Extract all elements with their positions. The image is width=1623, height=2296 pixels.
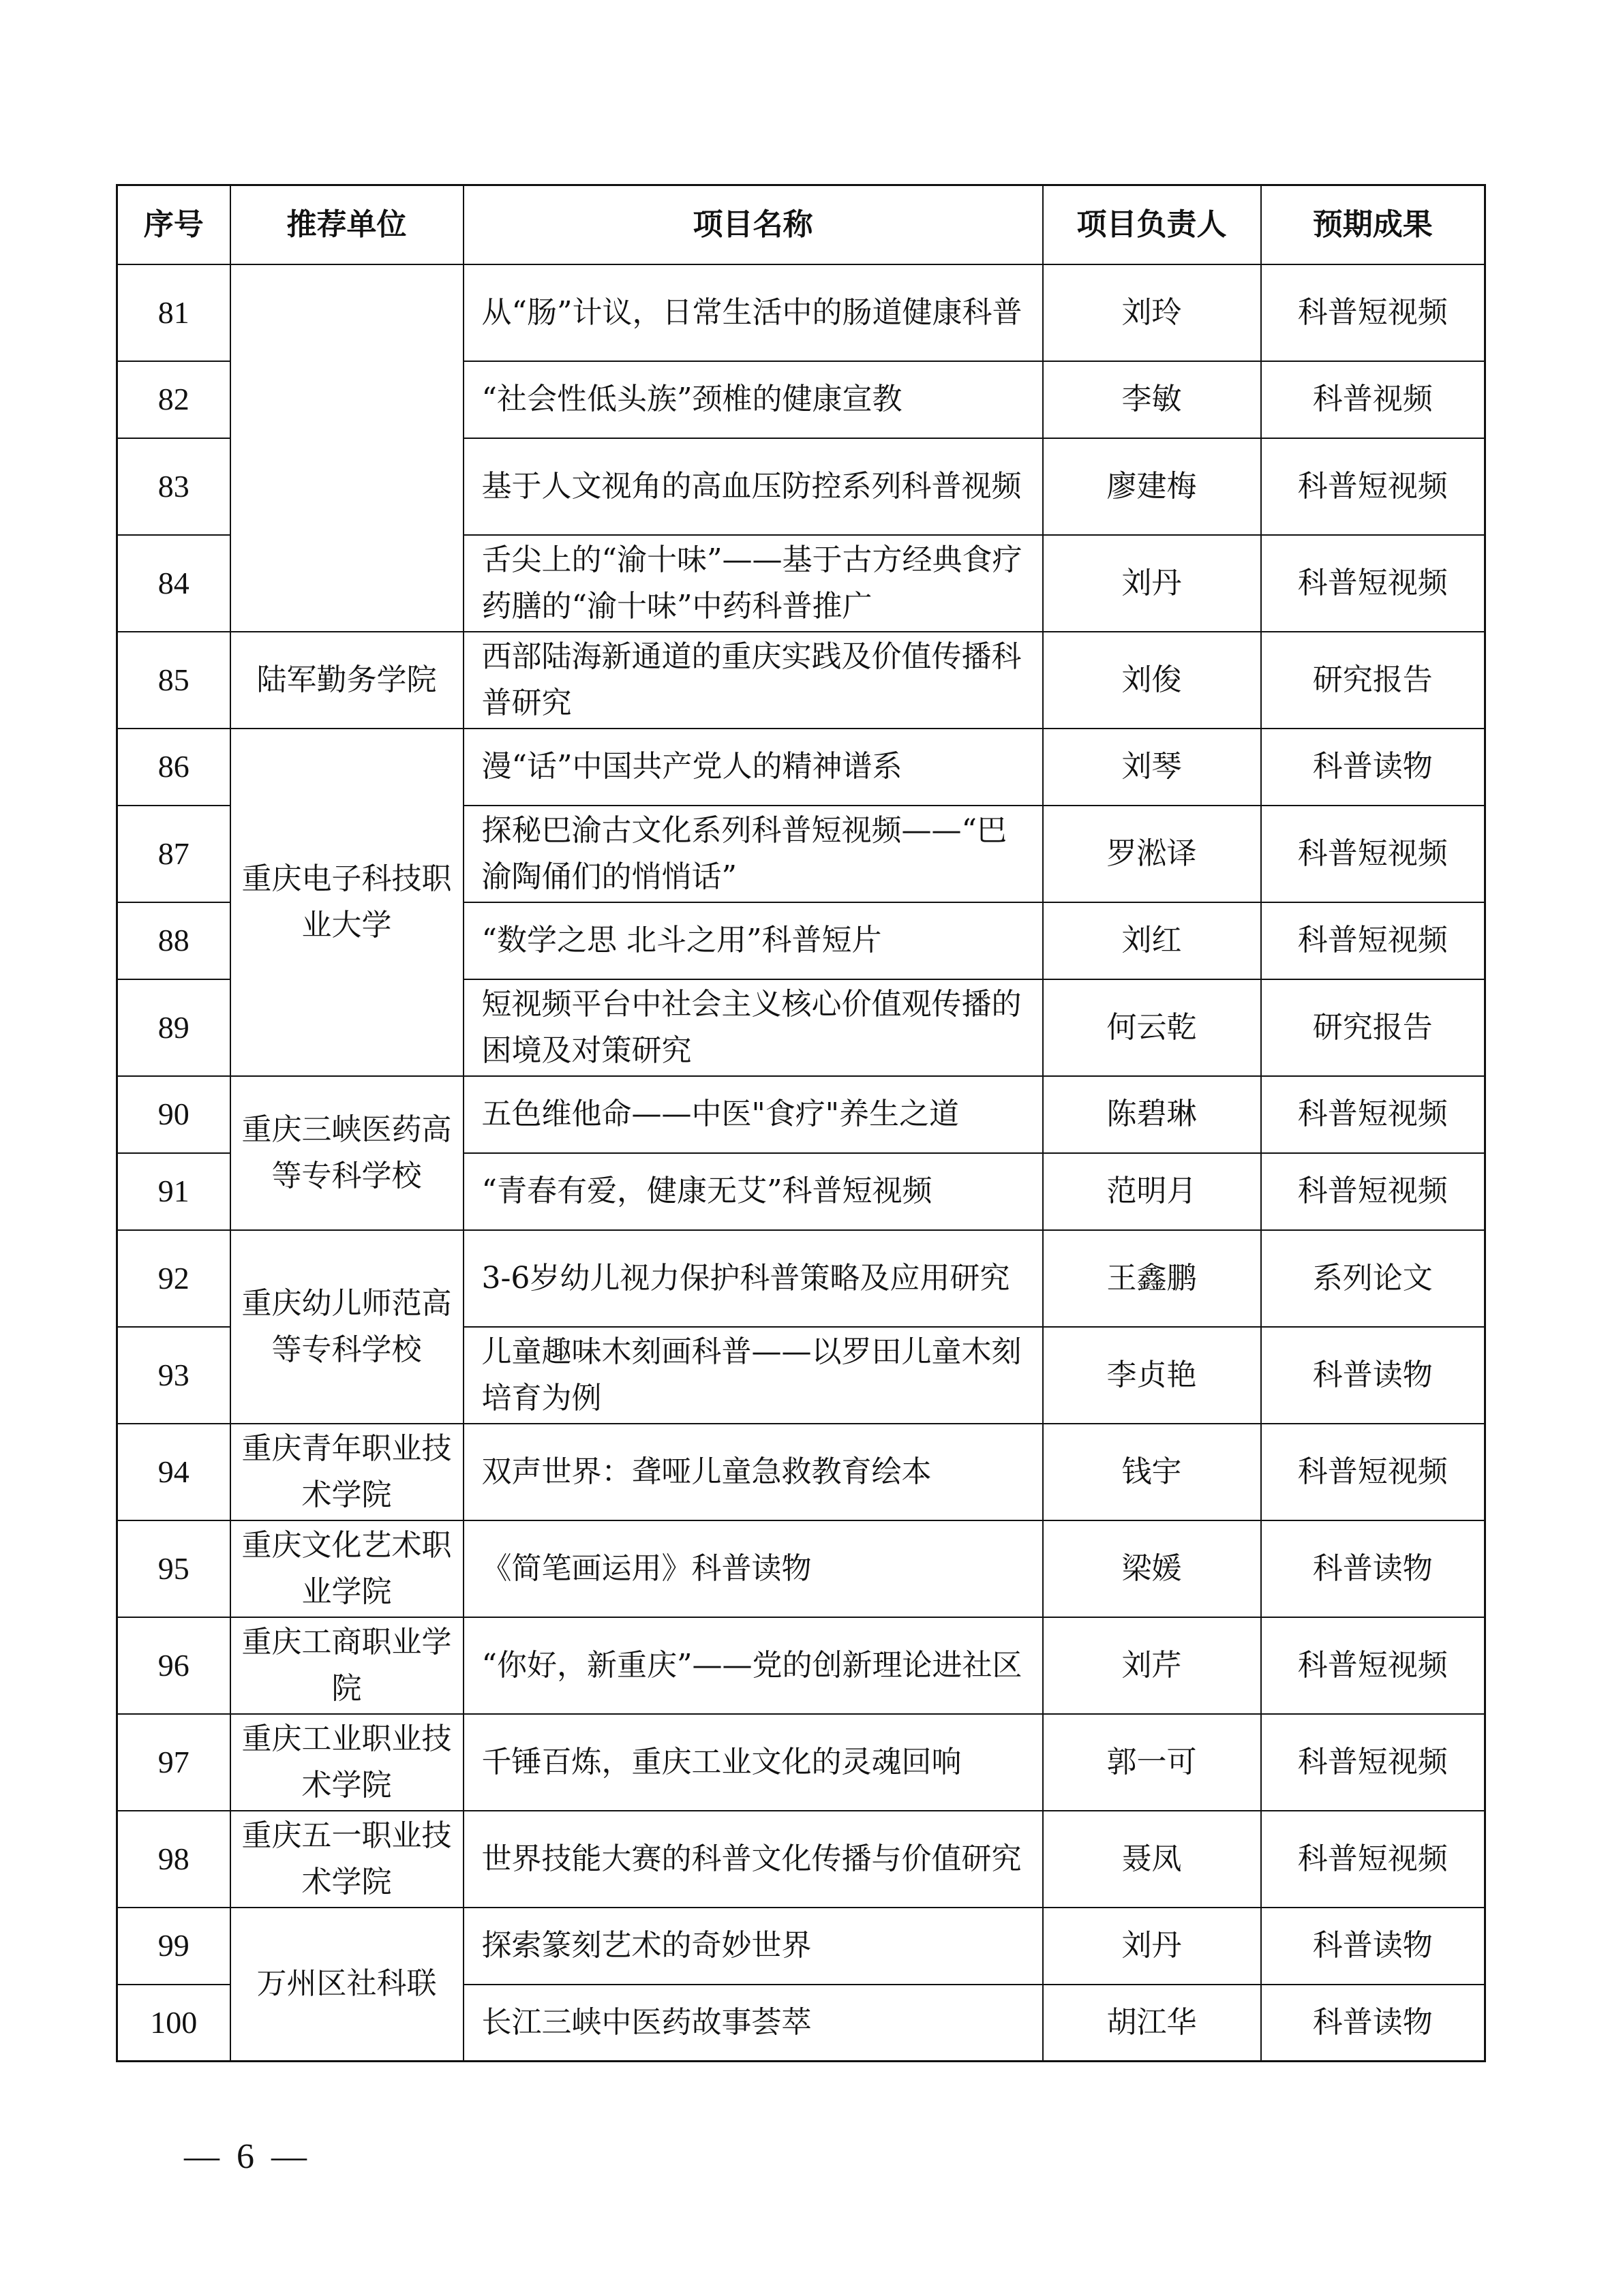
project-lead: 梁媛 <box>1043 1520 1261 1617</box>
project-lead: 李敏 <box>1043 361 1261 438</box>
project-name: 五色维他命——中医"食疗"养生之道 <box>464 1076 1043 1153</box>
table-row <box>117 1424 1485 1520</box>
table-row <box>117 1076 1485 1153</box>
project-lead: 钱宇 <box>1043 1424 1261 1520</box>
project-name: 长江三峡中医药故事荟萃 <box>464 1985 1043 2062</box>
expected-output: 科普短视频 <box>1261 1811 1485 1908</box>
row-num: 95 <box>117 1520 230 1617</box>
row-num: 82 <box>117 361 230 438</box>
project-lead: 刘芹 <box>1043 1617 1261 1714</box>
table-row <box>117 1617 1485 1714</box>
project-name: 双声世界：聋哑儿童急救教育绘本 <box>464 1424 1043 1520</box>
project-name: 千锤百炼，重庆工业文化的灵魂回响 <box>464 1714 1043 1811</box>
expected-output: 科普短视频 <box>1261 535 1485 632</box>
row-num: 98 <box>117 1811 230 1908</box>
project-name: 基于人文视角的高血压防控系列科普视频 <box>464 438 1043 535</box>
expected-output: 科普短视频 <box>1261 1153 1485 1230</box>
unit-cell: 万州区社科联 <box>230 1908 464 2062</box>
unit-cell: 重庆电子科技职业大学 <box>230 729 464 1076</box>
row-num: 99 <box>117 1908 230 1985</box>
project-name: 舌尖上的“渝十味”——基于古方经典食疗药膳的“渝十味”中药科普推广 <box>464 535 1043 632</box>
unit-cell: 陆军勤务学院 <box>230 632 464 729</box>
table-row <box>117 264 1485 361</box>
table-row <box>117 1520 1485 1617</box>
row-num: 92 <box>117 1230 230 1327</box>
row-num: 93 <box>117 1327 230 1424</box>
expected-output: 科普短视频 <box>1261 1617 1485 1714</box>
project-name: 世界技能大赛的科普文化传播与价值研究 <box>464 1811 1043 1908</box>
project-lead: 胡江华 <box>1043 1985 1261 2062</box>
header-name: 项目名称 <box>464 185 1043 264</box>
unit-cell: 重庆文化艺术职业学院 <box>230 1520 464 1617</box>
project-lead: 郭一可 <box>1043 1714 1261 1811</box>
project-name: 西部陆海新通道的重庆实践及价值传播科普研究 <box>464 632 1043 729</box>
unit-cell <box>230 264 464 632</box>
row-num: 100 <box>117 1985 230 2062</box>
project-lead: 刘丹 <box>1043 535 1261 632</box>
project-lead: 范明月 <box>1043 1153 1261 1230</box>
row-num: 83 <box>117 438 230 535</box>
expected-output: 科普读物 <box>1261 1985 1485 2062</box>
unit-cell: 重庆青年职业技术学院 <box>230 1424 464 1520</box>
expected-output: 科普视频 <box>1261 361 1485 438</box>
page-number: — 6 — <box>184 2137 311 2176</box>
row-num: 81 <box>117 264 230 361</box>
project-lead: 刘红 <box>1043 902 1261 979</box>
expected-output: 科普短视频 <box>1261 806 1485 902</box>
expected-output: 科普短视频 <box>1261 438 1485 535</box>
table-header-row <box>117 185 1485 264</box>
project-name: 儿童趣味木刻画科普——以罗田儿童木刻培育为例 <box>464 1327 1043 1424</box>
expected-output: 科普短视频 <box>1261 1424 1485 1520</box>
row-num: 84 <box>117 535 230 632</box>
project-name: 探秘巴渝古文化系列科普短视频——“巴渝陶俑们的悄悄话” <box>464 806 1043 902</box>
table-row <box>117 1811 1485 1908</box>
row-num: 94 <box>117 1424 230 1520</box>
project-name: 从“肠”计议，日常生活中的肠道健康科普 <box>464 264 1043 361</box>
expected-output: 科普短视频 <box>1261 1714 1485 1811</box>
unit-cell: 重庆五一职业技术学院 <box>230 1811 464 1908</box>
project-table <box>116 184 1486 2062</box>
project-lead: 廖建梅 <box>1043 438 1261 535</box>
table-row <box>117 1908 1485 1985</box>
project-lead: 刘俊 <box>1043 632 1261 729</box>
row-num: 89 <box>117 979 230 1076</box>
project-lead: 刘丹 <box>1043 1908 1261 1985</box>
table-row <box>117 1230 1485 1327</box>
table-row <box>117 632 1485 729</box>
project-name: “社会性低头族”颈椎的健康宣教 <box>464 361 1043 438</box>
expected-output: 研究报告 <box>1261 979 1485 1076</box>
expected-output: 科普短视频 <box>1261 264 1485 361</box>
row-num: 97 <box>117 1714 230 1811</box>
unit-cell: 重庆三峡医药高等专科学校 <box>230 1076 464 1230</box>
project-lead: 何云乾 <box>1043 979 1261 1076</box>
row-num: 90 <box>117 1076 230 1153</box>
header-output: 预期成果 <box>1261 185 1485 264</box>
project-lead: 陈碧琳 <box>1043 1076 1261 1153</box>
project-name: “青春有爱，健康无艾”科普短视频 <box>464 1153 1043 1230</box>
expected-output: 科普读物 <box>1261 1520 1485 1617</box>
project-name: “数学之思 北斗之用”科普短片 <box>464 902 1043 979</box>
unit-cell: 重庆工业职业技术学院 <box>230 1714 464 1811</box>
row-num: 86 <box>117 729 230 806</box>
project-name: 漫“话”中国共产党人的精神谱系 <box>464 729 1043 806</box>
project-lead: 刘琴 <box>1043 729 1261 806</box>
table-row <box>117 1714 1485 1811</box>
expected-output: 科普读物 <box>1261 1908 1485 1985</box>
header-lead: 项目负责人 <box>1043 185 1261 264</box>
project-lead: 李贞艳 <box>1043 1327 1261 1424</box>
project-lead: 刘玲 <box>1043 264 1261 361</box>
project-name: 3-6岁幼儿视力保护科普策略及应用研究 <box>464 1230 1043 1327</box>
project-name: 《简笔画运用》科普读物 <box>464 1520 1043 1617</box>
expected-output: 研究报告 <box>1261 632 1485 729</box>
row-num: 96 <box>117 1617 230 1714</box>
table-row <box>117 729 1485 806</box>
expected-output: 科普短视频 <box>1261 902 1485 979</box>
project-name: 短视频平台中社会主义核心价值观传播的困境及对策研究 <box>464 979 1043 1076</box>
expected-output: 科普短视频 <box>1261 1076 1485 1153</box>
expected-output: 科普读物 <box>1261 1327 1485 1424</box>
row-num: 91 <box>117 1153 230 1230</box>
expected-output: 科普读物 <box>1261 729 1485 806</box>
unit-cell: 重庆工商职业学院 <box>230 1617 464 1714</box>
project-name: 探索篆刻艺术的奇妙世界 <box>464 1908 1043 1985</box>
row-num: 87 <box>117 806 230 902</box>
header-num: 序号 <box>117 185 230 264</box>
row-num: 85 <box>117 632 230 729</box>
project-lead: 王鑫鹏 <box>1043 1230 1261 1327</box>
project-lead: 罗淞译 <box>1043 806 1261 902</box>
header-unit: 推荐单位 <box>230 185 464 264</box>
row-num: 88 <box>117 902 230 979</box>
expected-output: 系列论文 <box>1261 1230 1485 1327</box>
unit-cell: 重庆幼儿师范高等专科学校 <box>230 1230 464 1424</box>
project-name: “你好，新重庆”——党的创新理论进社区 <box>464 1617 1043 1714</box>
project-lead: 聂凤 <box>1043 1811 1261 1908</box>
